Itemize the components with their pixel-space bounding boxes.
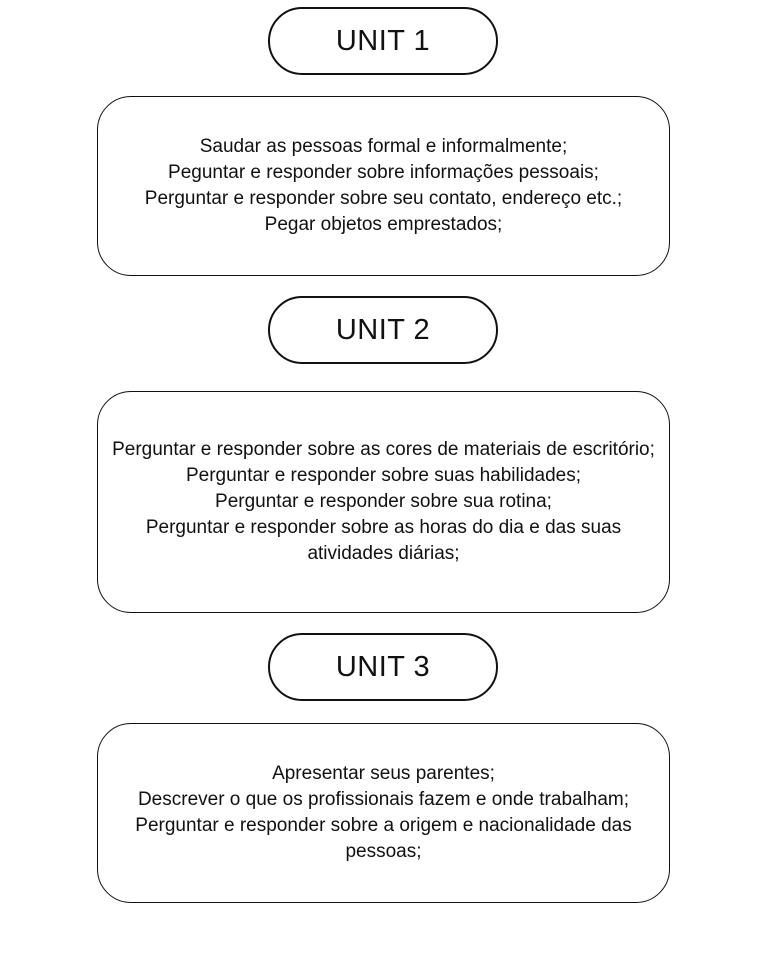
unit-3-objective: Perguntar e responder sobre a origem e nacionalidade das pessoas;	[135, 815, 632, 862]
unit-3-objective: Descrever o que os profissionais fazem e onde trabalham;	[137, 789, 630, 810]
unit-2-objective: Perguntar e responder sobre sua rotina;	[215, 491, 552, 512]
unit-1-objective: Pegar objetos emprestados;	[264, 214, 503, 235]
unit-2-objective: Perguntar e responder sobre suas habilidades;	[185, 465, 582, 486]
unit-1-objective: Peguntar e responder sobre informações pessoais;	[168, 162, 599, 183]
unit-1-objective: Saudar as pessoas formal e informalmente;	[199, 136, 568, 157]
unit-2-objective: Perguntar e responder sobre as cores de materiais de escritório;	[112, 439, 655, 460]
unit-3-title: UNIT 3	[268, 633, 498, 701]
unit-3-objective: Apresentar seus parentes;	[272, 763, 495, 784]
unit-2-objectives-box	[97, 391, 670, 613]
unit-2-objective: Perguntar e responder sobre as horas do dia e das suas atividades diárias;	[145, 517, 622, 564]
unit-2-title: UNIT 2	[268, 296, 498, 364]
unit-1-objective: Perguntar e responder sobre seu contato, endereço etc.;	[144, 188, 623, 209]
unit-1-title: UNIT 1	[268, 7, 498, 75]
unit-3-objectives-box	[97, 723, 670, 903]
unit-1-objectives-box	[97, 96, 670, 276]
